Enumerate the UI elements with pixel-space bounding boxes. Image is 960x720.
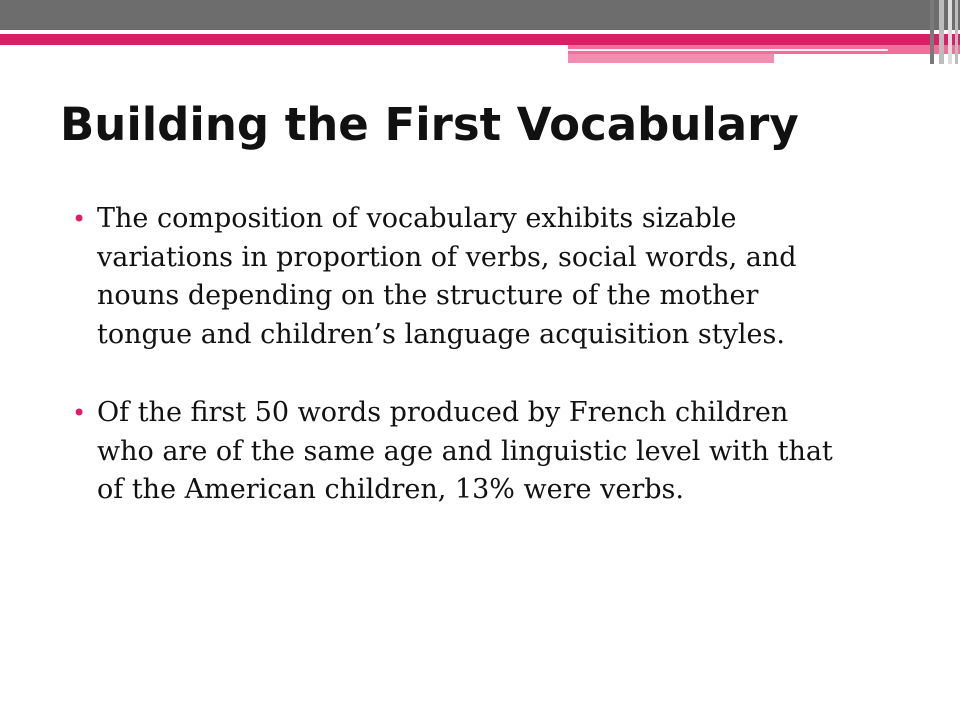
header-white-line xyxy=(568,49,888,51)
bullet-marker: • xyxy=(72,399,87,427)
slide-title: Building the First Vocabulary xyxy=(60,98,799,151)
bullet-text: Of the first 50 words produced by French children who are of the same age and linguistic level with that of the American children, 13% were verbs. xyxy=(97,397,833,505)
bullet-marker: • xyxy=(72,205,87,233)
bullet-text: The composition of vocabulary exhibits sizable variations in proportion of verbs, social words, and nouns depending on the structure of the mother tongue and children’s language acquisition styles. xyxy=(97,203,797,350)
bullet-list xyxy=(72,200,852,550)
decor-stripe xyxy=(948,0,952,64)
header-light-pink-band-lower xyxy=(568,54,774,63)
bullet-item xyxy=(72,200,852,354)
decor-stripe xyxy=(930,0,934,64)
decor-stripe xyxy=(939,0,944,64)
header-gray-band xyxy=(0,0,960,30)
bullet-item xyxy=(72,394,852,510)
header-pink-band xyxy=(0,34,960,45)
decor-stripe xyxy=(955,0,958,64)
